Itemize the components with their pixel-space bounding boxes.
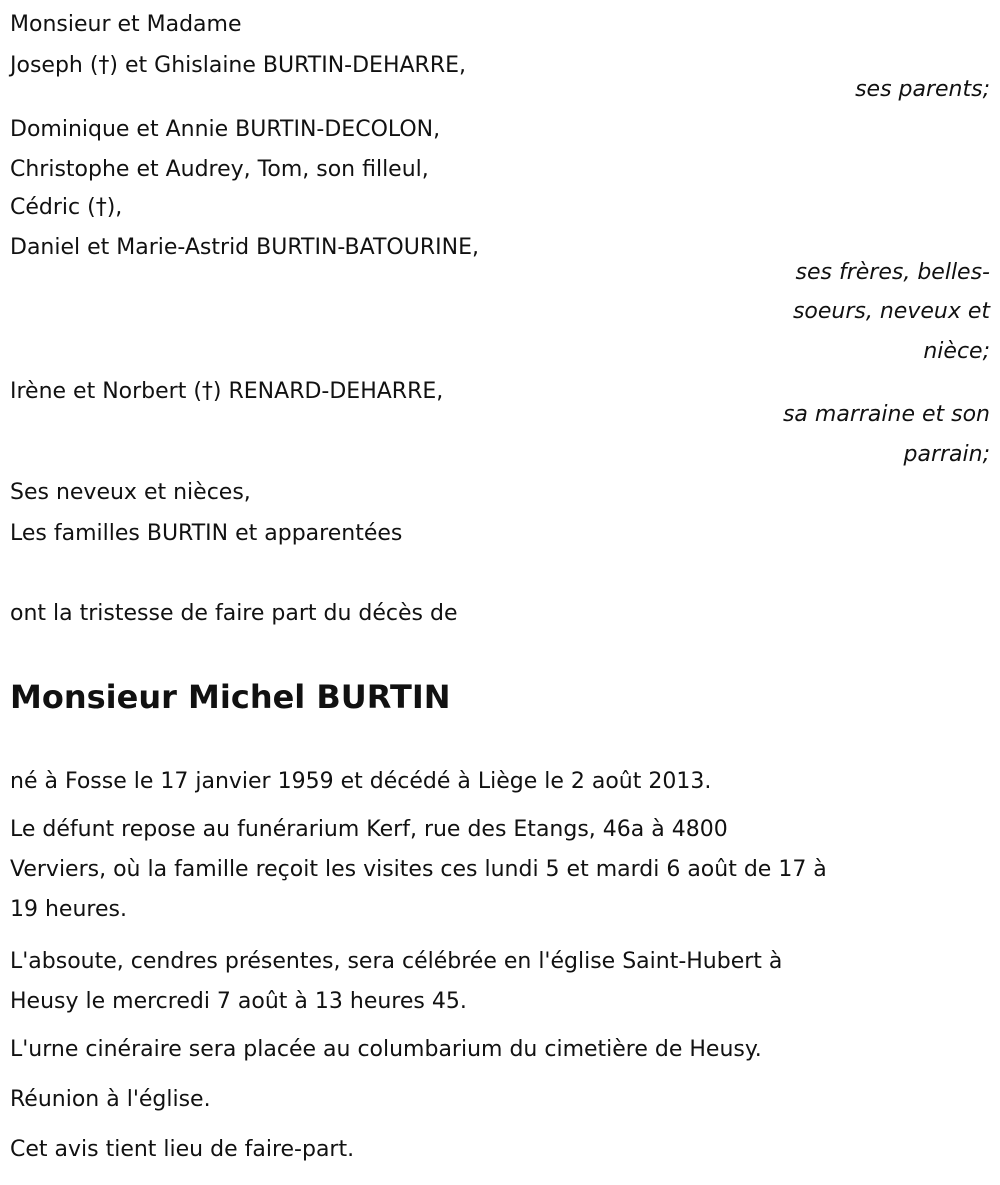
detail-line: Réunion à l'église.: [10, 1087, 211, 1112]
godparents-role: sa marraine et son: [782, 402, 990, 427]
siblings-line: Dominique et Annie BURTIN-DECOLON,: [10, 117, 441, 142]
detail-line: 19 heures.: [10, 897, 127, 922]
detail-line: Le défunt repose au funérarium Kerf, rue des Etangs, 46a à 4800: [10, 817, 728, 842]
godparents-role: parrain;: [903, 442, 990, 467]
detail-line: né à Fosse le 17 janvier 1959 et décédé à Liège le 2 août 2013.: [10, 769, 712, 794]
siblings-line: Daniel et Marie-Astrid BURTIN-BATOURINE,: [10, 235, 479, 260]
detail-line: L'urne cinéraire sera placée au columbarium du cimetière de Heusy.: [10, 1037, 762, 1062]
siblings-line: Christophe et Audrey, Tom, son filleul,: [10, 157, 429, 182]
others-line: Les familles BURTIN et apparentées: [10, 521, 403, 546]
siblings-line: Cédric (†),: [10, 195, 123, 220]
others-line: Ses neveux et nièces,: [10, 480, 251, 505]
parents-role: ses parents;: [855, 77, 990, 102]
detail-line: Cet avis tient lieu de faire-part.: [10, 1137, 355, 1162]
siblings-role: nièce;: [923, 339, 990, 364]
siblings-role: soeurs, neveux et: [792, 299, 990, 324]
deceased-name: Monsieur Michel BURTIN: [10, 678, 451, 716]
parents-line: Monsieur et Madame: [10, 12, 242, 37]
detail-line: Verviers, où la famille reçoit les visites ces lundi 5 et mardi 6 août de 17 à: [10, 857, 827, 882]
detail-line: Heusy le mercredi 7 août à 13 heures 45.: [10, 989, 467, 1014]
siblings-role: ses frères, belles-: [795, 260, 990, 285]
parents-line: Joseph (†) et Ghislaine BURTIN-DEHARRE,: [10, 53, 467, 78]
announcement: ont la tristesse de faire part du décès de: [10, 601, 458, 626]
godparents-line: Irène et Norbert (†) RENARD-DEHARRE,: [10, 379, 444, 404]
detail-line: L'absoute, cendres présentes, sera célébrée en l'église Saint-Hubert à: [10, 949, 783, 974]
